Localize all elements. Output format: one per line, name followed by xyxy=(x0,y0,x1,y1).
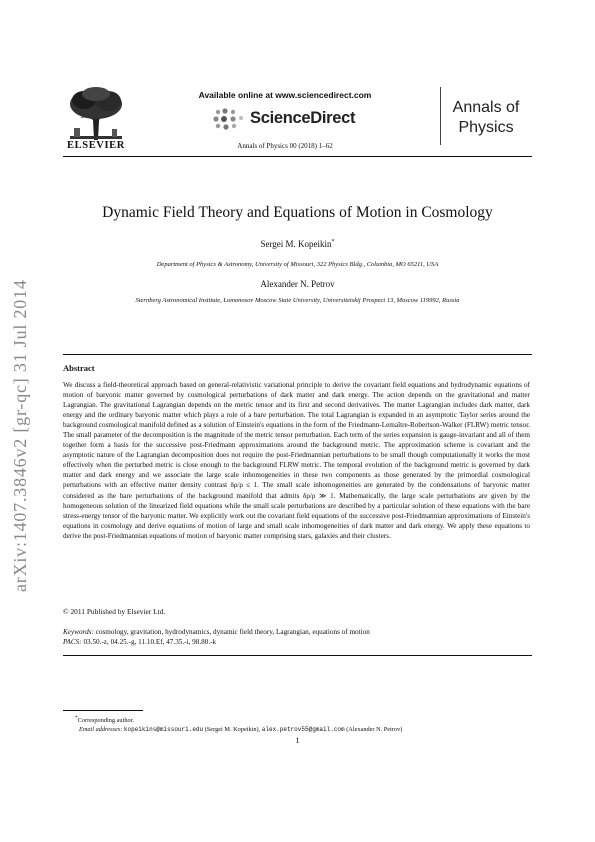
author-2: Alexander N. Petrov xyxy=(260,279,335,289)
keywords-line xyxy=(63,628,370,636)
author-1 xyxy=(40,239,555,249)
affiliation-1: Department of Physics & Astronomy, University of Missouri, 322 Physics Bldg., Columbia, MO 65211, USA xyxy=(156,261,439,268)
available-online-text[interactable]: Available online at www.sciencedirect.com xyxy=(198,90,372,100)
paper-title: Dynamic Field Theory and Equations of Motion in Cosmology xyxy=(102,204,493,221)
elsevier-tree-logo xyxy=(66,86,126,148)
abstract-end-rule xyxy=(63,655,532,656)
abstract-rule xyxy=(63,354,532,355)
footnote-emails xyxy=(79,726,402,733)
header-rule xyxy=(63,156,532,157)
sciencedirect-wordmark: ScienceDirect xyxy=(250,109,356,127)
keywords-label: Keywords: xyxy=(63,628,94,636)
abstract-body: We discuss a field-theoretical approach based on general-relativistic variational principle to derive the covariant field equations and hydrodynamic equations of motion of baryonic matter governed by cosmological perturbations of dark matter and dark energy. The action depends on the gravitational and matter Lagrangian. The gravitational Lagrangian depends on the metric tensor and its first and second derivatives. The matter Lagrangian includes dark matter, dark energy and the ordinary baryonic matter which plays a role of a bare perturbation. The total Lagrangian is expanded in an asymptotic Taylor series around the background cosmological manifold defined as a solution of Einstein's equations in the form of the Friedmann-Lemaître-Robertson-Walker (FLRW) metric tensor. The small parameter of the decomposition is the magnitude of the metric tensor perturbation. Each term of the series expansion is gauge-invariant and all of them together form a basis for the successive post-Friedmann approximations around the background metric. The approximation scheme is covariant and the asymptotic nature of the Lagrangian decomposition does not require the post-Friedmannian perturbations to be small though computationally it works the most effectively when the perturbed metric is close enough to the background FLRW metric. The temporal evolution of the background metric is governed by dark matter and dark energy and we associate the large scale inhomogeneities in these two components as those generated by the primordial cosmological perturbations with an effective matter density contrast δρ/ρ ≤ 1. The small scale inhomogeneities are generated by the condensations of baryonic matter considered as the bare perturbations of the background manifold that admits δρ/ρ ≫ 1. Mathematically, the large scale perturbations are given by the homogeneous solution of the linearized field equations while the small scale perturbations are described by a particular solution of these equations with the bare stress-energy tensor of the baryonic matter. We explicitly work out the covariant field equations of the successive post-Friedmannian approximations of Einstein's equations in cosmology and derive equations of motion of large and small scale inhomogeneities of dark matter and dark energy. We apply these equations to derive the post-Friedmannian equations of motion of baryonic matter comprising stars, galaxies and their clusters. xyxy=(63,381,530,540)
copyright-notice: © 2011 Published by Elsevier Ltd. xyxy=(63,607,166,616)
affiliation-2: Sternberg Astronomical Institute, Lomonosov Moscow State University, Universitetskij Prospect 13, Moscow 119992, Russia xyxy=(135,297,460,304)
keywords-list: cosmology, gravitation, hydrodynamics, dynamic field theory, Lagrangian, equations of motion xyxy=(95,628,370,636)
page-number: 1 xyxy=(295,736,300,745)
email-owner-2: (Alexander N. Petrov) xyxy=(346,726,403,733)
arxiv-identifier-stamp: arXiv:1407.3846v2 [gr-qc] 31 Jul 2014 xyxy=(10,279,30,592)
email-link-2[interactable]: alex.petrov55@gmail.com xyxy=(261,726,345,733)
pacs-line xyxy=(63,638,216,646)
journal-name-line2: Physics xyxy=(458,119,514,136)
publisher-name: ELSEVIER xyxy=(67,140,125,151)
email-link-1[interactable]: kopeikins@missouri.edu xyxy=(123,726,204,733)
pacs-codes: 03.50.-z, 04.25.-g, 11.10.Ef, 47.35.-i, 98.80.-k xyxy=(83,638,217,646)
email-label: Email addresses: xyxy=(79,726,123,733)
pacs-label: PACS: xyxy=(63,638,82,646)
abstract-heading: Abstract xyxy=(63,363,95,373)
journal-name xyxy=(440,98,532,138)
footnote-corresponding xyxy=(75,715,134,724)
email-owner-1: (Sergei M. Kopeikin), xyxy=(204,726,261,733)
author-1-name: Sergei M. Kopeikin xyxy=(260,239,332,249)
footnote-mark: * xyxy=(75,715,78,721)
corresponding-mark: * xyxy=(331,239,335,245)
journal-reference: Annals of Physics 00 (2018) 1–62 xyxy=(237,142,333,150)
footnote-corresponding-text: Corresponding author. xyxy=(77,717,134,725)
footnote-rule xyxy=(63,710,143,711)
journal-name-line1: Annals of xyxy=(452,99,520,116)
